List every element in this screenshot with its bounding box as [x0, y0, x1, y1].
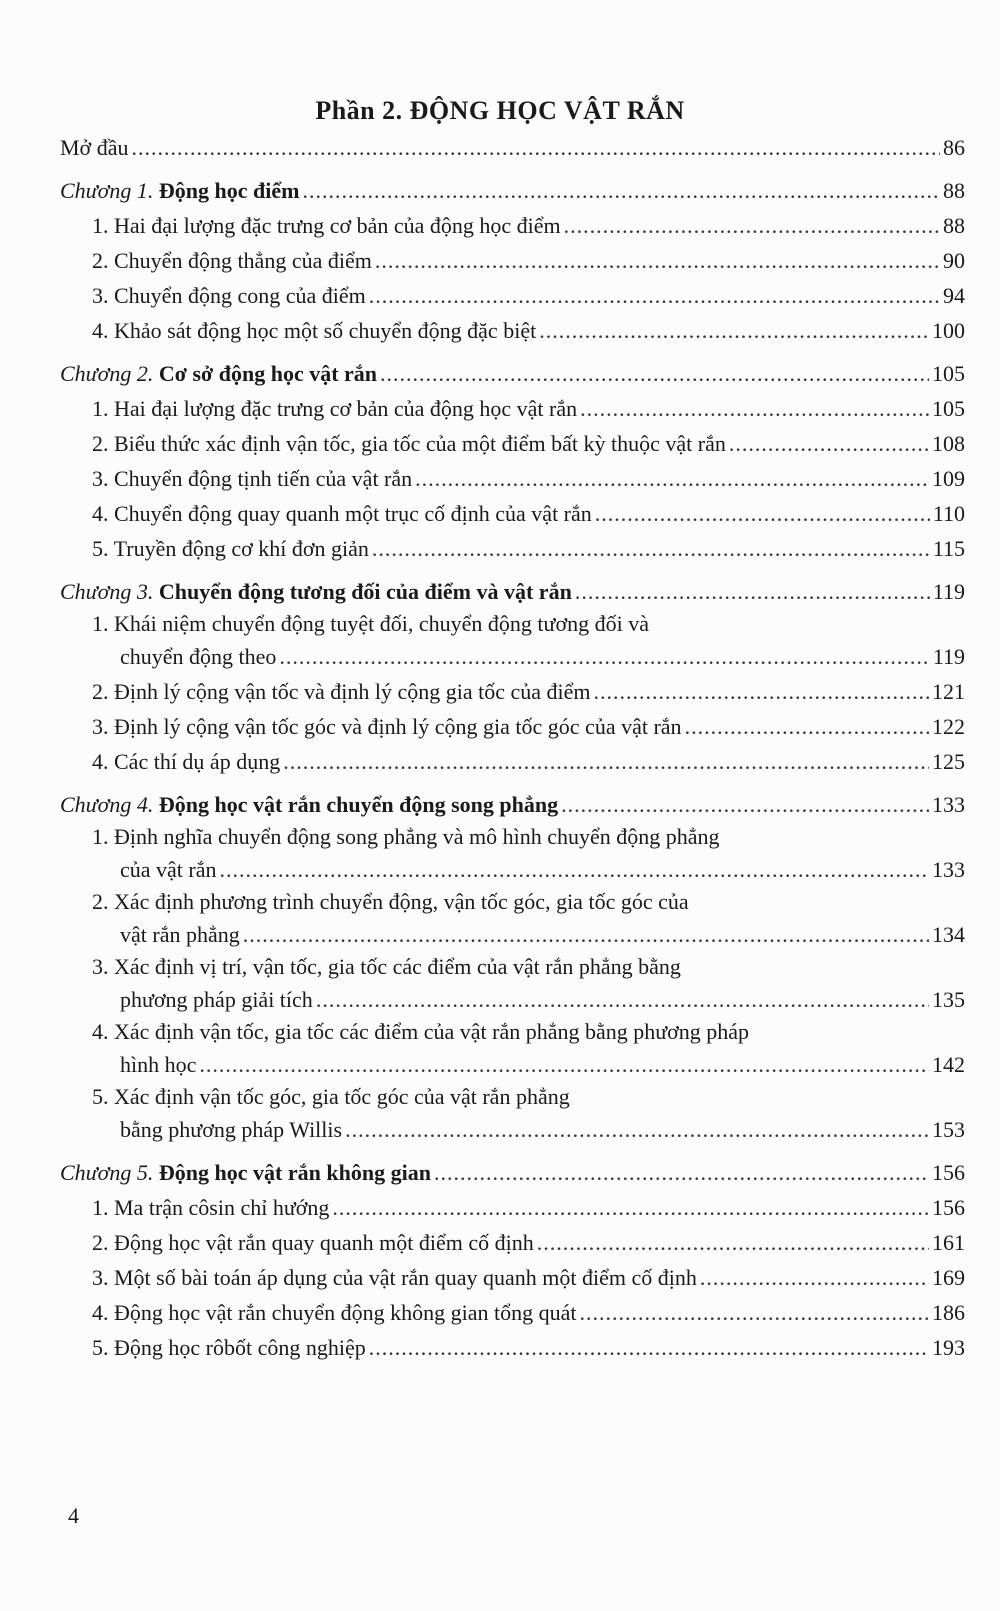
leader-dots: [199, 1047, 929, 1082]
toc-item-text: 1. Hai đại lượng đặc trưng cơ bản của động học vật rắn: [92, 396, 578, 421]
leader-dots: [580, 1295, 929, 1330]
toc-item-text: 4. Chuyển động quay quanh một trục cố định của vật rắn: [92, 501, 592, 526]
leader-dots: [302, 173, 940, 208]
toc-page-number: 90: [943, 248, 965, 273]
toc-item-continuation: [60, 917, 965, 952]
toc-item-text: 4. Khảo sát động học một số chuyển động đặc biệt: [92, 318, 537, 343]
chapter-label: Chương 1.: [60, 178, 154, 203]
toc-page-number: 193: [932, 1335, 965, 1360]
leader-dots: [561, 787, 929, 822]
toc-page-number: 125: [932, 749, 965, 774]
toc-item-text-continued: bằng phương pháp Willis: [120, 1117, 343, 1142]
toc-item-text: 5. Xác định vận tốc góc, gia tốc góc của vật rắn phẳng: [92, 1084, 570, 1109]
toc-item-text: 4. Xác định vận tốc, gia tốc các điểm của vật rắn phẳng bằng phương pháp: [92, 1019, 750, 1044]
leader-dots: [434, 1155, 929, 1190]
toc-page-number: 121: [932, 679, 965, 704]
toc-item-text: 5. Động học rôbốt công nghiệp: [92, 1335, 366, 1360]
toc-chapter-1: [60, 173, 965, 208]
chapter-label: Chương 5.: [60, 1160, 154, 1185]
toc-item: [60, 426, 965, 461]
leader-dots: [220, 852, 930, 887]
toc-item: [60, 709, 965, 744]
leader-dots: [537, 1225, 929, 1260]
chapter-label: Chương 4.: [60, 792, 154, 817]
leader-dots: [575, 574, 930, 609]
toc-item: [60, 278, 965, 313]
toc-item: [60, 461, 965, 496]
toc-item: [60, 1190, 965, 1225]
leader-dots: [279, 639, 929, 674]
toc-item-text: 3. Định lý cộng vận tốc góc và định lý cộng gia tốc góc của vật rắn: [92, 714, 682, 739]
toc-item: [60, 208, 965, 243]
toc-page-number: 142: [932, 1052, 965, 1077]
toc-item: [60, 496, 965, 531]
leader-dots: [700, 1260, 929, 1295]
toc-page-number: 86: [943, 135, 965, 160]
table-of-contents: [60, 130, 965, 1365]
toc-item-text: 2. Động học vật rắn quay quanh một điểm cố định: [92, 1230, 534, 1255]
toc-item-continuation: [60, 1047, 965, 1082]
toc-page-number: 119: [932, 579, 965, 604]
toc-page-number: 110: [932, 501, 965, 526]
toc-page-number: 94: [943, 283, 965, 308]
toc-item-text: 4. Động học vật rắn chuyển động không gian tổng quát: [92, 1300, 577, 1325]
leader-dots: [243, 917, 929, 952]
toc-item: [60, 1295, 965, 1330]
toc-page-number: 134: [932, 922, 965, 947]
chapter-title: Động học vật rắn không gian: [158, 1160, 431, 1185]
toc-item-continuation: [60, 852, 965, 887]
leader-dots: [380, 356, 929, 391]
toc-page-number: 105: [932, 396, 965, 421]
toc-item-text-continued: vật rắn phẳng: [120, 922, 240, 947]
toc-page-number: 153: [932, 1117, 965, 1142]
toc-page-number: 100: [932, 318, 965, 343]
toc-item-text: 3. Xác định vị trí, vận tốc, gia tốc các điểm của vật rắn phẳng bằng: [92, 954, 681, 979]
toc-item-text: 1. Ma trận côsin chỉ hướng: [92, 1195, 330, 1220]
toc-chapter-4: [60, 787, 965, 822]
toc-item-text: 2. Xác định phương trình chuyển động, vận tốc góc, gia tốc góc của: [92, 889, 689, 914]
leader-dots: [332, 1190, 929, 1225]
toc-page-number: 105: [932, 361, 965, 386]
toc-item-text: 2. Chuyển động thẳng của điểm: [92, 248, 372, 273]
leader-dots: [580, 391, 929, 426]
leader-dots: [685, 709, 929, 744]
chapter-heading: [60, 356, 377, 391]
toc-page-number: 133: [932, 857, 965, 882]
toc-page-number: 109: [932, 466, 965, 491]
leader-dots: [564, 208, 940, 243]
leader-dots: [345, 1112, 929, 1147]
chapter-title: Cơ sở động học vật rắn: [158, 361, 378, 386]
toc-item: [60, 609, 965, 639]
leader-dots: [283, 744, 929, 779]
toc-item-text: 2. Biểu thức xác định vận tốc, gia tốc của một điểm bất kỳ thuộc vật rắn: [92, 431, 726, 456]
toc-item-text: 3. Chuyển động cong của điểm: [92, 283, 366, 308]
toc-page-number: 88: [943, 178, 965, 203]
leader-dots: [595, 496, 930, 531]
leader-dots: [539, 313, 929, 348]
chapter-heading: [60, 1155, 431, 1190]
toc-item-text: 1. Khái niệm chuyển động tuyệt đối, chuyển động tương đối và: [92, 611, 649, 636]
toc-page-number: 119: [932, 644, 965, 669]
leader-dots: [372, 531, 930, 566]
toc-item-text-continued: hình học: [120, 1052, 197, 1077]
toc-page-number: 108: [932, 431, 965, 456]
toc-item: [60, 952, 965, 982]
chapter-heading: [60, 574, 572, 609]
toc-item-text-continued: của vật rắn: [120, 857, 217, 882]
page-number: 4: [68, 1503, 79, 1528]
toc-item-text: 2. Định lý cộng vận tốc và định lý cộng gia tốc của điểm: [92, 679, 591, 704]
chapter-title: Động học điểm: [158, 178, 300, 203]
toc-page-number: 135: [932, 987, 965, 1012]
toc-item: [60, 887, 965, 917]
leader-dots: [594, 674, 929, 709]
toc-item-text-continued: chuyển động theo: [120, 644, 277, 669]
leader-dots: [415, 461, 929, 496]
toc-item-continuation: [60, 1112, 965, 1147]
toc-page-number: 156: [932, 1195, 965, 1220]
toc-item-text-continued: phương pháp giải tích: [120, 987, 313, 1012]
toc-chapter-5: [60, 1155, 965, 1190]
toc-item: [60, 391, 965, 426]
toc-item: [60, 313, 965, 348]
toc-entry-text: Mở đầu: [60, 135, 129, 160]
leader-dots: [369, 278, 940, 313]
toc-item: [60, 1330, 965, 1365]
chapter-title: Động học vật rắn chuyển động song phẳng: [158, 792, 559, 817]
toc-item: [60, 1017, 965, 1047]
chapter-title: Chuyển động tương đối của điểm và vật rắn: [158, 579, 572, 604]
toc-item-text: 4. Các thí dụ áp dụng: [92, 749, 281, 774]
leader-dots: [316, 982, 929, 1017]
toc-page-number: 115: [932, 536, 965, 561]
toc-page-number: 186: [932, 1300, 965, 1325]
chapter-heading: [60, 787, 558, 822]
toc-item-text: 1. Hai đại lượng đặc trưng cơ bản của động học điểm: [92, 213, 561, 238]
toc-item-text: 5. Truyền động cơ khí đơn giản: [92, 536, 369, 561]
toc-page-number: 169: [932, 1265, 965, 1290]
leader-dots: [375, 243, 940, 278]
toc-page-number: 88: [943, 213, 965, 238]
toc-chapter-3: [60, 574, 965, 609]
toc-item: [60, 1260, 965, 1295]
toc-chapter-2: [60, 356, 965, 391]
toc-page-number: 156: [932, 1160, 965, 1185]
toc-item: [60, 1225, 965, 1260]
toc-page-number: 122: [932, 714, 965, 739]
leader-dots: [729, 426, 929, 461]
toc-item: [60, 822, 965, 852]
toc-item: [60, 243, 965, 278]
chapter-label: Chương 3.: [60, 579, 154, 604]
toc-item-continuation: [60, 639, 965, 674]
chapter-label: Chương 2.: [60, 361, 154, 386]
toc-page-number: 161: [932, 1230, 965, 1255]
toc-item-continuation: [60, 982, 965, 1017]
part-title: Phần 2. ĐỘNG HỌC VẬT RẮN: [315, 96, 685, 125]
leader-dots: [131, 130, 940, 165]
toc-item-text: 1. Định nghĩa chuyển động song phẳng và mô hình chuyển động phẳng: [92, 824, 720, 849]
toc-item: [60, 531, 965, 566]
leader-dots: [369, 1330, 929, 1365]
toc-entry-intro: [60, 130, 965, 165]
toc-item-text: 3. Một số bài toán áp dụng của vật rắn quay quanh một điểm cố định: [92, 1265, 697, 1290]
toc-item: [60, 1082, 965, 1112]
chapter-heading: [60, 173, 299, 208]
toc-item-text: 3. Chuyển động tịnh tiến của vật rắn: [92, 466, 413, 491]
toc-item: [60, 744, 965, 779]
toc-page-number: 133: [932, 792, 965, 817]
toc-item: [60, 674, 965, 709]
